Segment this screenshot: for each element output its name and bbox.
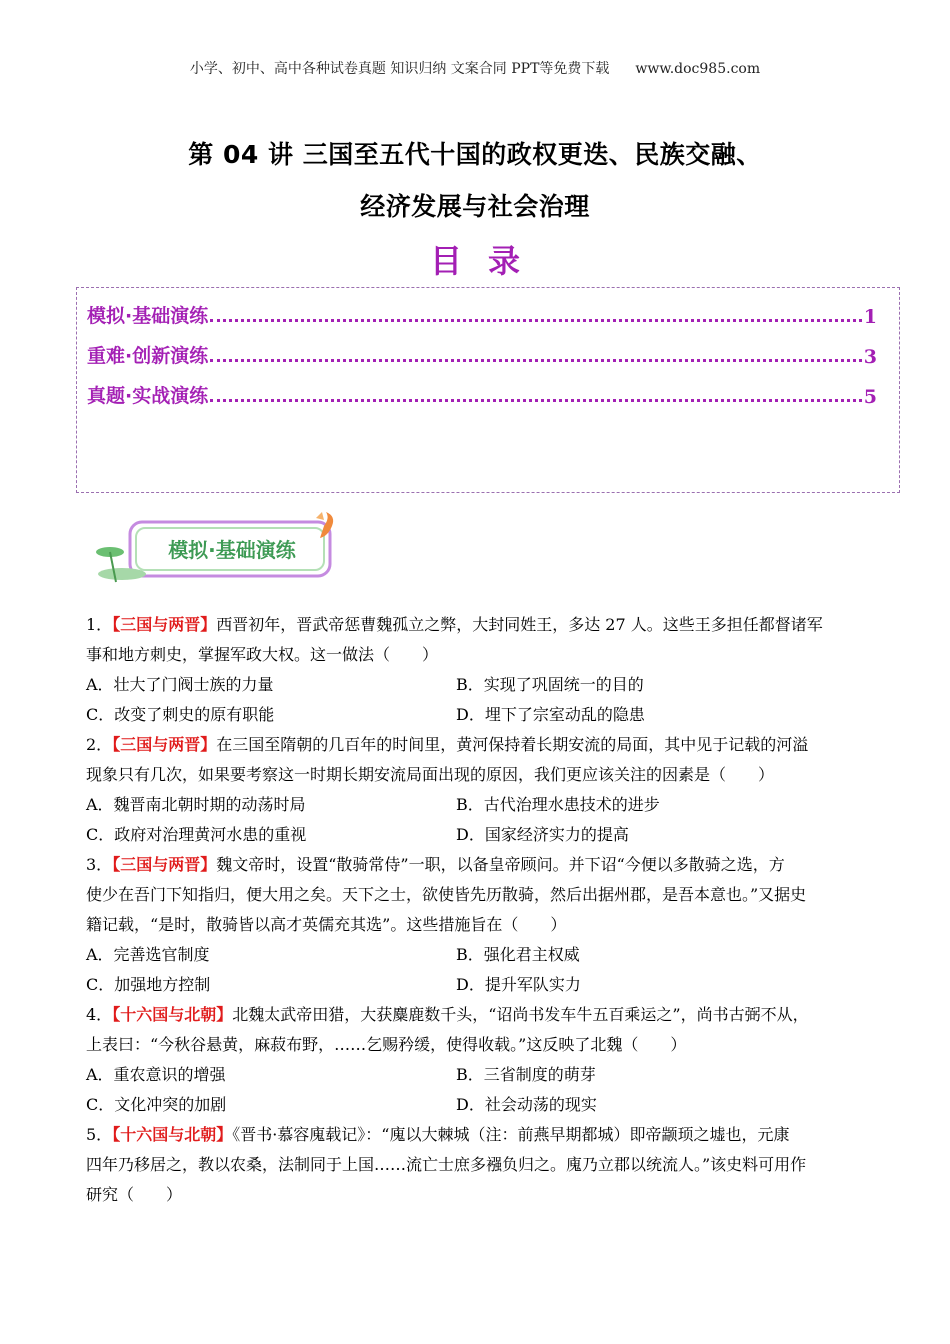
section-banner-label: 模拟·基础演练	[168, 538, 296, 562]
question-stem-text: 上表曰：“今秋谷悬黄，麻菽布野，……乞赐矜缓，使得收载。”这反映了北魏（ ）	[86, 1035, 687, 1054]
option-row	[86, 1090, 876, 1120]
header-site: www.doc985.com	[635, 61, 761, 77]
answer-option[interactable]: C．加强地方控制	[86, 975, 211, 994]
toc-item-page: 1	[863, 306, 877, 328]
answer-option[interactable]: C．政府对治理黄河水患的重视	[86, 825, 307, 844]
question-stem-text: 北魏太武帝田猎，大获麋鹿数千头，“诏尚书发车牛五百乘运之”，尚书古弼不从，	[232, 1005, 809, 1024]
option-row	[86, 790, 876, 820]
option-row	[86, 940, 876, 970]
toc-leader-dots	[210, 398, 862, 402]
answer-option[interactable]: C．改变了刺史的原有职能	[86, 705, 275, 724]
question-text-line	[86, 1120, 876, 1150]
question-number: 1．	[86, 615, 113, 634]
answer-option[interactable]: B．三省制度的萌芽	[456, 1065, 596, 1084]
question-topic-tag: 【十六国与北朝】	[112, 1005, 233, 1024]
question-stem-text: 在三国至隋朝的几百年的时间里，黄河保持着长期安流的局面，其中见于记载的河溢	[216, 735, 809, 754]
toc-item-advanced[interactable]	[87, 338, 877, 368]
section-banner	[92, 512, 352, 590]
question-number: 2．	[86, 735, 113, 754]
question-text-line	[86, 850, 876, 880]
question-number: 4．	[86, 1005, 113, 1024]
option-row	[86, 670, 876, 700]
question-list	[86, 610, 876, 1210]
toc-item-page: 3	[863, 346, 877, 368]
question-text-line	[86, 1150, 876, 1180]
page-header	[0, 58, 950, 78]
question-topic-tag: 【十六国与北朝】	[112, 1125, 233, 1144]
question-stem-text: 籍记载，“是时，散骑皆以高才英儒充其选”。这些措施旨在（ ）	[86, 915, 567, 934]
question-stem-text: 魏文帝时，设置“散骑常侍”一职，以备皇帝顾问。并下诏“今便以多散骑之选，方	[216, 855, 785, 874]
toc-item-basic[interactable]	[87, 298, 877, 328]
question-topic-tag: 【三国与两晋】	[112, 735, 217, 754]
question-text-line	[86, 880, 876, 910]
answer-option[interactable]: B．古代治理水患技术的进步	[456, 795, 660, 814]
toc-heading: 目录	[429, 242, 546, 280]
answer-option[interactable]: A．魏晋南北朝时期的动荡时局	[86, 795, 306, 814]
question-item	[86, 1120, 876, 1210]
answer-option[interactable]: D．提升军队实力	[456, 975, 581, 994]
question-text-line	[86, 910, 876, 940]
question-item	[86, 730, 876, 850]
question-stem-text: 事和地方刺史，掌握军政大权。这一做法（ ）	[86, 645, 439, 664]
toc-item-label: 真题·实战演练	[87, 385, 209, 407]
answer-option[interactable]: C．文化冲突的加剧	[86, 1095, 227, 1114]
question-stem-text: 使少在吾门下知指归，便大用之矣。天下之士，欲使皆先历散骑，然后出据州郡，是吾本意也。”又据史	[86, 885, 807, 904]
document-title-line2: 经济发展与社会治理	[360, 192, 590, 221]
question-number: 3．	[86, 855, 113, 874]
document-title-line1: 第 04 讲 三国至五代十国的政权更迭、民族交融、	[188, 140, 762, 169]
option-row	[86, 1060, 876, 1090]
question-text-line	[86, 1180, 876, 1210]
question-item	[86, 1000, 876, 1120]
header-text: 小学、初中、高中各种试卷真题 知识归纳 文案合同 PPT等免费下载	[189, 61, 610, 77]
option-row	[86, 700, 876, 730]
option-row	[86, 820, 876, 850]
question-text-line	[86, 730, 876, 760]
answer-option[interactable]: D．国家经济实力的提高	[456, 825, 629, 844]
question-text-line	[86, 1030, 876, 1060]
question-text-line	[86, 760, 876, 790]
table-of-contents	[76, 287, 900, 493]
question-stem-text: 西晋初年，晋武帝惩曹魏孤立之弊，大封同姓王，多达 27 人。这些王多担任都督诸军	[216, 615, 823, 634]
lotus-leaf-icon	[98, 568, 146, 580]
question-stem-text: 现象只有几次，如果要考察这一时期长期安流局面出现的原因，我们更应该关注的因素是（ ）	[86, 765, 775, 784]
question-text-line	[86, 640, 876, 670]
question-text-line	[86, 610, 876, 640]
toc-item-page: 5	[863, 386, 877, 408]
answer-option[interactable]: D．埋下了宗室动乱的隐患	[456, 705, 645, 724]
question-stem-text: 研究（ ）	[86, 1185, 183, 1204]
question-stem-text: 四年乃移居之，教以农桑，法制同于上国……流亡士庶多襁负归之。廆乃立郡以统流人。”该史料可用作	[86, 1155, 807, 1174]
answer-option[interactable]: B．强化君主权威	[456, 945, 580, 964]
toc-leader-dots	[210, 318, 862, 322]
question-item	[86, 850, 876, 1000]
answer-option[interactable]: B．实现了巩固统一的目的	[456, 675, 644, 694]
goldfish-tail-icon	[316, 512, 324, 520]
question-stem-text: 《晋书·慕容廆载记》：“廆以大棘城（注：前燕早期都城）即帝颛顼之墟也，元康	[232, 1125, 790, 1144]
answer-option[interactable]: A．壮大了门阀士族的力量	[86, 675, 274, 694]
question-item	[86, 610, 876, 730]
question-topic-tag: 【三国与两晋】	[112, 615, 217, 634]
question-topic-tag: 【三国与两晋】	[112, 855, 217, 874]
answer-option[interactable]: A．重农意识的增强	[86, 1065, 226, 1084]
toc-item-label: 重难·创新演练	[87, 345, 209, 367]
answer-option[interactable]: A．完善选官制度	[86, 945, 210, 964]
option-row	[86, 970, 876, 1000]
question-text-line	[86, 1000, 876, 1030]
toc-item-label: 模拟·基础演练	[87, 305, 209, 327]
answer-option[interactable]: D．社会动荡的现实	[456, 1095, 597, 1114]
toc-item-exam[interactable]	[87, 378, 877, 408]
toc-leader-dots	[210, 358, 862, 362]
question-number: 5．	[86, 1125, 113, 1144]
